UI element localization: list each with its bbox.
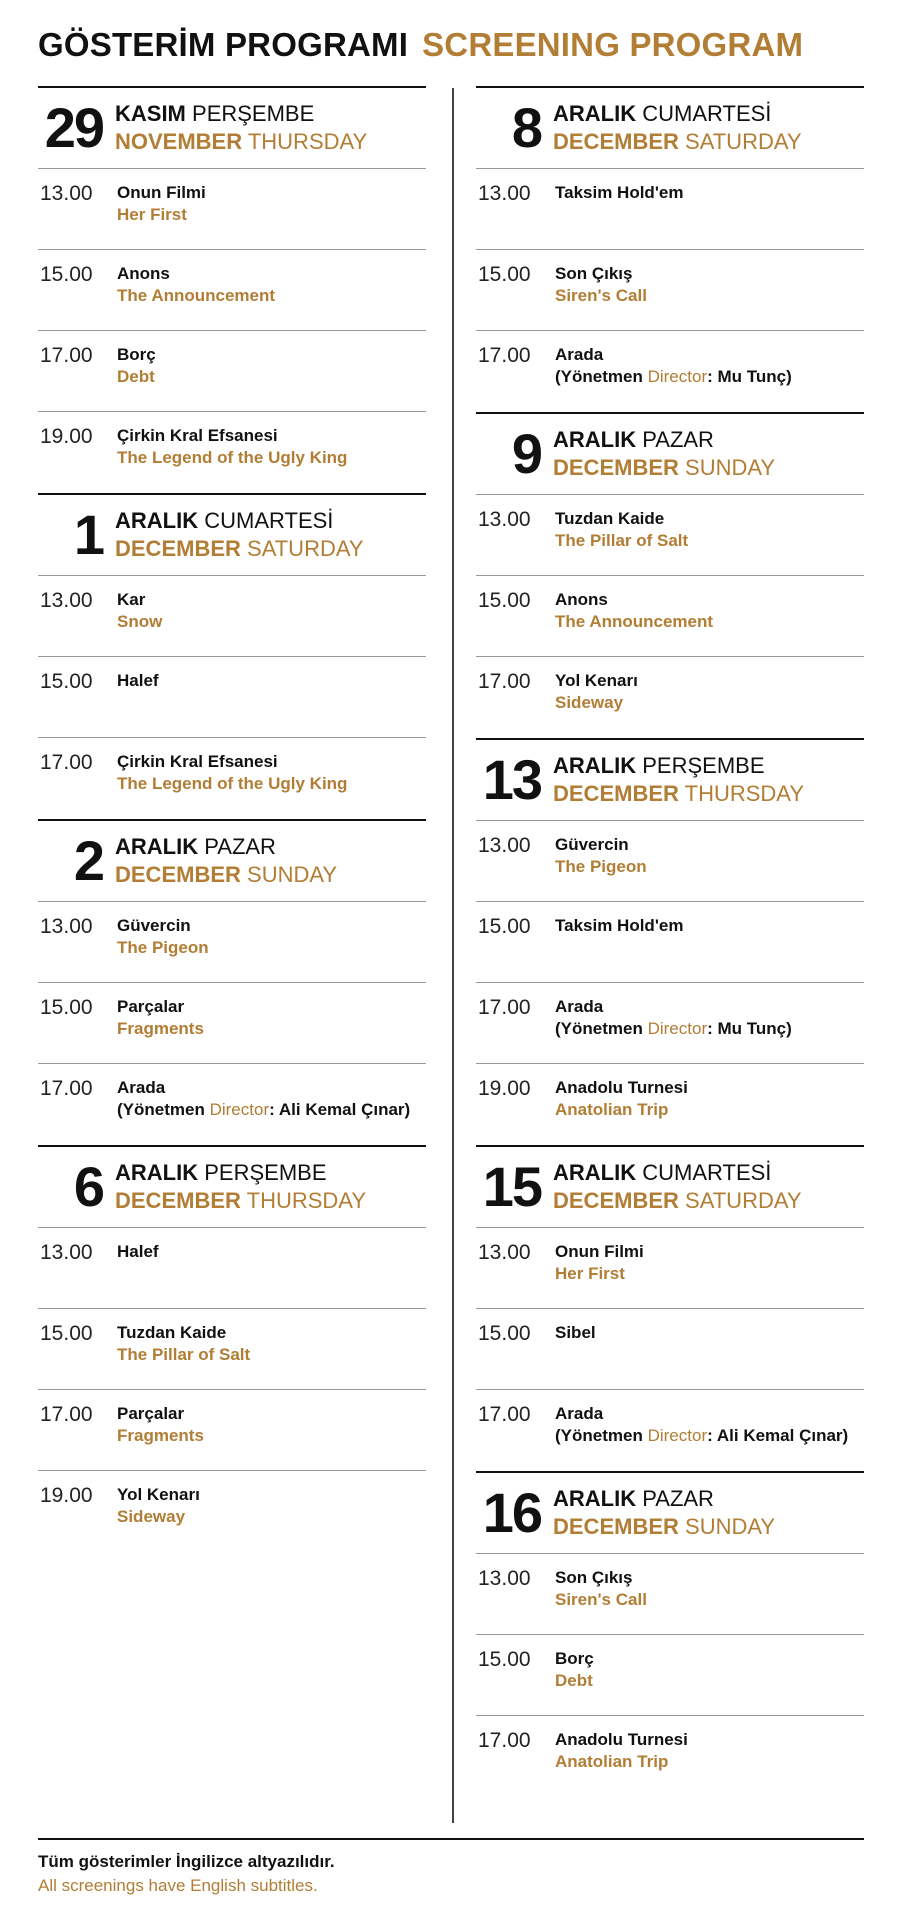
screening-slot	[476, 169, 864, 250]
film-title-turkish: Son Çıkış	[555, 1568, 633, 1587]
screening-slot	[476, 576, 864, 657]
month-english: DECEMBER	[115, 536, 241, 561]
day-turkish	[553, 100, 802, 128]
screening-time: 13.00	[478, 1241, 531, 1264]
weekday-english: THURSDAY	[684, 781, 805, 806]
title-english: SCREENING PROGRAM	[422, 26, 804, 63]
month-turkish: ARALIK	[553, 753, 637, 778]
day-english	[115, 535, 364, 563]
weekday-english: SUNDAY	[247, 862, 338, 887]
film-info	[117, 1484, 200, 1552]
day-names	[553, 1159, 802, 1215]
day-turkish	[115, 100, 367, 128]
day-english	[115, 128, 367, 156]
month-turkish: ARALIK	[115, 1160, 199, 1185]
day-names	[115, 1159, 366, 1215]
film-info	[117, 1403, 204, 1470]
director-credit: (Yönetmen Director: Ali Kemal Çınar)	[117, 1100, 411, 1119]
film-title-english: The Announcement	[555, 612, 714, 631]
day-number: 1	[73, 503, 103, 566]
day-heading	[476, 88, 864, 169]
screening-slot	[38, 1228, 426, 1309]
day-english	[553, 1513, 775, 1541]
film-title-turkish: Yol Kenarı	[555, 671, 638, 690]
day-heading	[476, 1473, 864, 1554]
footer-note-english: All screenings have English subtitles.	[38, 1876, 318, 1895]
day-english	[553, 454, 775, 482]
film-title-turkish: Anons	[555, 590, 608, 609]
film-title-english: The Announcement	[117, 286, 276, 305]
day-turkish	[553, 752, 804, 780]
film-info	[555, 915, 683, 982]
day-number: 6	[73, 1155, 103, 1218]
film-title-turkish: Arada	[117, 1078, 166, 1097]
director-name: Ali Kemal Çınar	[278, 1100, 405, 1119]
month-english: NOVEMBER	[115, 129, 243, 154]
film-info	[555, 1648, 594, 1715]
day-turkish	[115, 507, 364, 535]
weekday-english: SATURDAY	[247, 536, 364, 561]
screening-time: 19.00	[40, 1484, 93, 1507]
day-heading	[38, 495, 426, 576]
screening-slot	[38, 169, 426, 250]
screening-time: 13.00	[478, 1567, 531, 1590]
film-title-english: Anatolian Trip	[555, 1752, 669, 1771]
day-block	[38, 86, 426, 493]
weekday-turkish: CUMARTESİ	[642, 101, 772, 126]
film-title-english: The Pillar of Salt	[117, 1345, 251, 1364]
screening-slot	[476, 1309, 864, 1390]
director-label-turkish: Yönetmen	[560, 1019, 643, 1038]
day-names	[115, 100, 367, 156]
day-turkish	[553, 426, 775, 454]
film-title-english: Siren's Call	[555, 1590, 647, 1609]
day-block	[476, 1145, 864, 1471]
film-info	[555, 1322, 596, 1389]
film-title-turkish: Taksim Hold'em	[555, 916, 684, 935]
day-heading	[38, 821, 426, 902]
day-turkish	[553, 1485, 775, 1513]
day-names	[553, 100, 802, 156]
film-info	[117, 1322, 250, 1389]
director-credit: (Yönetmen Director: Mu Tunç)	[555, 1019, 792, 1038]
film-title-turkish: Parçalar	[117, 997, 185, 1016]
page-header	[38, 26, 868, 76]
film-title-english: Her First	[555, 1264, 625, 1283]
screening-time: 13.00	[40, 1241, 93, 1264]
day-english	[115, 1187, 366, 1215]
director-label-turkish: Yönetmen	[560, 1426, 643, 1445]
film-info	[555, 589, 713, 656]
day-english	[553, 780, 804, 808]
film-title-turkish: Halef	[117, 1242, 159, 1261]
director-label-english: Director	[209, 1100, 270, 1119]
film-title-turkish: Anons	[117, 264, 170, 283]
screening-time: 17.00	[40, 751, 93, 774]
film-title-english: Her First	[117, 205, 187, 224]
day-number: 29	[44, 96, 103, 159]
screening-slot	[38, 576, 426, 657]
film-title-turkish: Çirkin Kral Efsanesi	[117, 752, 278, 771]
screening-slot	[38, 1471, 426, 1552]
screening-time: 15.00	[478, 915, 531, 938]
screening-slot	[476, 1228, 864, 1309]
film-info	[555, 508, 688, 575]
screening-slot	[476, 1716, 864, 1797]
film-title-turkish: Arada	[555, 997, 604, 1016]
film-title-english: Siren's Call	[555, 286, 647, 305]
screening-time: 13.00	[478, 834, 531, 857]
screening-slot	[38, 1390, 426, 1471]
month-english: DECEMBER	[115, 862, 241, 887]
day-heading	[476, 740, 864, 821]
film-info	[117, 915, 209, 982]
weekday-turkish: PAZAR	[204, 834, 276, 859]
film-info	[555, 1241, 644, 1308]
weekday-turkish: PAZAR	[642, 1486, 714, 1511]
month-english: DECEMBER	[553, 1188, 679, 1213]
screening-slot	[38, 1309, 426, 1390]
film-title-turkish: Arada	[555, 345, 604, 364]
director-name: Mu Tunç	[717, 367, 787, 386]
weekday-english: THURSDAY	[246, 1188, 367, 1213]
day-number: 2	[73, 829, 103, 892]
film-title-english: Sideway	[555, 693, 624, 712]
film-info	[555, 182, 683, 249]
film-title-turkish: Kar	[117, 590, 146, 609]
screening-time: 17.00	[40, 1077, 93, 1100]
film-info	[117, 182, 206, 249]
film-info	[555, 1403, 848, 1471]
director-credit: (Yönetmen Director: Ali Kemal Çınar)	[555, 1426, 849, 1445]
month-turkish: ARALIK	[115, 834, 199, 859]
screening-slot	[38, 657, 426, 738]
day-block	[38, 1145, 426, 1552]
screening-slot	[38, 250, 426, 331]
screening-slot	[38, 983, 426, 1064]
film-info	[555, 1077, 688, 1145]
footer-note-turkish: Tüm gösterimler İngilizce altyazılıdır.	[38, 1852, 335, 1871]
screening-time: 13.00	[40, 182, 93, 205]
film-info	[555, 263, 647, 330]
screening-slot	[476, 1064, 864, 1145]
film-info	[117, 670, 159, 737]
month-turkish: ARALIK	[553, 1486, 637, 1511]
film-title-turkish: Tuzdan Kaide	[555, 509, 665, 528]
film-title-turkish: Sibel	[555, 1323, 596, 1342]
day-names	[553, 1485, 775, 1541]
weekday-english: SATURDAY	[685, 1188, 802, 1213]
day-number: 13	[482, 748, 541, 811]
film-title-english: The Pillar of Salt	[555, 531, 689, 550]
screening-time: 17.00	[40, 1403, 93, 1426]
day-number: 16	[482, 1481, 541, 1544]
screening-time: 13.00	[478, 508, 531, 531]
day-number: 8	[511, 96, 541, 159]
screening-slot	[476, 657, 864, 738]
film-info	[117, 589, 162, 656]
month-english: DECEMBER	[553, 1514, 679, 1539]
film-info	[555, 996, 792, 1063]
day-heading	[476, 414, 864, 495]
screening-time: 15.00	[478, 1322, 531, 1345]
film-title-turkish: Anadolu Turnesi	[555, 1730, 688, 1749]
day-block	[38, 819, 426, 1145]
film-title-english: The Legend of the Ugly King	[117, 448, 348, 467]
film-title-english: Sideway	[117, 1507, 186, 1526]
screening-slot	[38, 1064, 426, 1145]
screening-slot	[38, 412, 426, 493]
day-turkish	[115, 1159, 366, 1187]
weekday-turkish: PERŞEMBE	[192, 101, 315, 126]
screening-time: 19.00	[478, 1077, 531, 1100]
day-block	[38, 493, 426, 819]
film-info	[117, 263, 275, 330]
screening-time: 15.00	[40, 996, 93, 1019]
film-title-english: The Pigeon	[117, 938, 209, 957]
screening-time: 15.00	[40, 670, 93, 693]
screening-time: 17.00	[478, 1729, 531, 1752]
day-heading	[38, 1147, 426, 1228]
weekday-english: SUNDAY	[685, 455, 776, 480]
film-title-turkish: Son Çıkış	[555, 264, 633, 283]
film-title-english: The Legend of the Ugly King	[117, 774, 348, 793]
film-info	[555, 670, 638, 738]
film-info	[117, 425, 347, 493]
film-title-turkish: Güvercin	[555, 835, 629, 854]
screening-time: 17.00	[478, 996, 531, 1019]
director-name: Mu Tunç	[717, 1019, 787, 1038]
day-english	[553, 1187, 802, 1215]
film-info	[117, 996, 204, 1063]
weekday-turkish: PERŞEMBE	[642, 753, 765, 778]
month-turkish: ARALIK	[553, 1160, 637, 1185]
director-label-turkish: Yönetmen	[122, 1100, 205, 1119]
screening-slot	[476, 983, 864, 1064]
film-title-english: Debt	[117, 367, 155, 386]
day-names	[553, 752, 804, 808]
weekday-turkish: PAZAR	[642, 427, 714, 452]
film-title-turkish: Yol Kenarı	[117, 1485, 200, 1504]
screening-slot	[476, 1554, 864, 1635]
film-title-turkish: Borç	[555, 1649, 594, 1668]
day-english	[115, 861, 337, 889]
weekday-turkish: CUMARTESİ	[642, 1160, 772, 1185]
film-info	[555, 1567, 647, 1634]
screening-slot	[38, 738, 426, 819]
screening-slot	[476, 1635, 864, 1716]
screening-time: 15.00	[478, 1648, 531, 1671]
film-title-english: Fragments	[117, 1019, 204, 1038]
weekday-turkish: PERŞEMBE	[204, 1160, 327, 1185]
day-turkish	[115, 833, 337, 861]
month-english: DECEMBER	[553, 455, 679, 480]
month-english: DECEMBER	[553, 129, 679, 154]
film-title-english: Snow	[117, 612, 163, 631]
film-info	[117, 1077, 410, 1145]
month-english: DECEMBER	[553, 781, 679, 806]
month-turkish: ARALIK	[553, 427, 637, 452]
day-block	[476, 1471, 864, 1797]
film-title-turkish: Borç	[117, 345, 156, 364]
day-number: 15	[482, 1155, 541, 1218]
screening-slot	[476, 331, 864, 412]
day-english	[553, 128, 802, 156]
film-title-turkish: Çirkin Kral Efsanesi	[117, 426, 278, 445]
film-title-turkish: Tuzdan Kaide	[117, 1323, 227, 1342]
screening-time: 13.00	[40, 915, 93, 938]
director-name: Ali Kemal Çınar	[716, 1426, 843, 1445]
screening-time: 17.00	[478, 670, 531, 693]
screening-time: 13.00	[478, 182, 531, 205]
column-divider	[452, 88, 454, 1823]
weekday-english: SUNDAY	[685, 1514, 776, 1539]
film-info	[555, 834, 647, 901]
screening-slot	[476, 1390, 864, 1471]
weekday-english: SATURDAY	[685, 129, 802, 154]
day-number: 9	[511, 422, 541, 485]
screening-slot	[476, 250, 864, 331]
day-turkish	[553, 1159, 802, 1187]
weekday-english: THURSDAY	[247, 129, 368, 154]
film-info	[117, 1241, 159, 1308]
weekday-turkish: CUMARTESİ	[204, 508, 334, 533]
film-title-english: Debt	[555, 1671, 593, 1690]
day-names	[553, 426, 775, 482]
film-info	[117, 344, 156, 411]
left-column	[38, 86, 426, 1552]
footer-note	[38, 1838, 864, 1898]
film-info	[555, 1729, 688, 1797]
screening-time: 17.00	[40, 344, 93, 367]
film-title-english: The Pigeon	[555, 857, 647, 876]
director-label-turkish: Yönetmen	[560, 367, 643, 386]
day-heading	[38, 88, 426, 169]
film-title-english: Anatolian Trip	[555, 1100, 669, 1119]
director-credit: (Yönetmen Director: Mu Tunç)	[555, 367, 792, 386]
film-title-turkish: Onun Filmi	[555, 1242, 644, 1261]
film-title-turkish: Onun Filmi	[117, 183, 206, 202]
screening-time: 15.00	[40, 263, 93, 286]
director-label-english: Director	[647, 1019, 708, 1038]
film-title-english: Fragments	[117, 1426, 204, 1445]
screening-time: 15.00	[478, 589, 531, 612]
film-title-turkish: Taksim Hold'em	[555, 183, 684, 202]
film-title-turkish: Anadolu Turnesi	[555, 1078, 688, 1097]
screening-time: 13.00	[40, 589, 93, 612]
screening-time: 19.00	[40, 425, 93, 448]
film-info	[117, 751, 347, 819]
screening-time: 15.00	[40, 1322, 93, 1345]
day-block	[476, 738, 864, 1145]
screening-slot	[476, 902, 864, 983]
film-title-turkish: Arada	[555, 1404, 604, 1423]
screening-slot	[476, 821, 864, 902]
month-turkish: KASIM	[115, 101, 186, 126]
day-block	[476, 86, 864, 412]
title-turkish: GÖSTERİM PROGRAMI	[38, 26, 409, 63]
day-block	[476, 412, 864, 738]
day-names	[115, 833, 337, 889]
screening-time: 15.00	[478, 263, 531, 286]
film-title-turkish: Parçalar	[117, 1404, 185, 1423]
right-column	[476, 86, 864, 1797]
month-turkish: ARALIK	[115, 508, 199, 533]
director-label-english: Director	[647, 1426, 708, 1445]
film-title-turkish: Güvercin	[117, 916, 191, 935]
day-names	[115, 507, 364, 563]
screening-time: 17.00	[478, 344, 531, 367]
month-turkish: ARALIK	[553, 101, 637, 126]
day-heading	[476, 1147, 864, 1228]
screening-slot	[38, 902, 426, 983]
director-label-english: Director	[647, 367, 708, 386]
screening-slot	[38, 331, 426, 412]
screening-slot	[476, 495, 864, 576]
month-english: DECEMBER	[115, 1188, 241, 1213]
film-info	[555, 344, 792, 412]
screening-time: 17.00	[478, 1403, 531, 1426]
film-title-turkish: Halef	[117, 671, 159, 690]
